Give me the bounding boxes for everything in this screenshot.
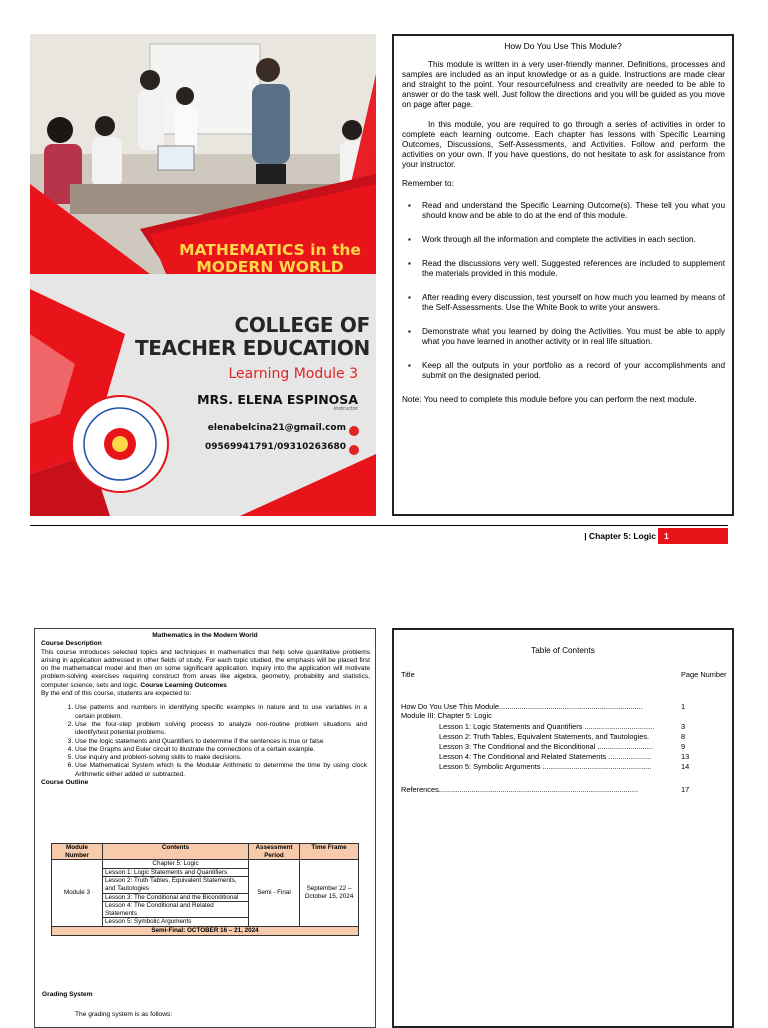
cover-subject-line2: MODERN WORLD bbox=[196, 258, 344, 276]
time-frame-cell: September 22 – October 15, 2024 bbox=[300, 860, 359, 927]
module-number-cell: Module 3 bbox=[52, 860, 103, 927]
cover-phone: 09569941791/09310263680 bbox=[204, 442, 346, 452]
toc-entry-page: 8 bbox=[681, 732, 686, 741]
lesson-cell: Lesson 3: The Conditional and the Biconditional bbox=[103, 893, 249, 902]
remember-list bbox=[394, 201, 732, 381]
toc-entry-page: 14 bbox=[681, 762, 690, 771]
toc-entry-label: Lesson 4: The Conditional and Related Statements ..................... bbox=[439, 752, 652, 761]
learning-outcomes-list bbox=[35, 704, 375, 779]
how-to-use-paragraph-2: In this module, you are required to go through a series of activities in order to complete each learning outcome. Each chapter has lessons with Specific Learning Outcomes, Discussions, Self-Assessments, and Activities. Follow and perform the activities on your own. If you have questions, do not hesitate to ask for assistance from your instructor. bbox=[402, 120, 725, 169]
toc-entry-page: 17 bbox=[681, 785, 690, 794]
list-item: 5. Use inquiry and problem-solving skills to make decisions. bbox=[75, 754, 367, 762]
list-item: 6. Use Mathematical System which is the Modular Arithmetic to determine the time by using clock Arithmetic either added or subtracted. bbox=[75, 762, 367, 779]
list-item: ▪ Read and understand the Specific Learning Outcome(s). These tell you what you should know and be able to do at the end of this module. bbox=[422, 201, 725, 221]
column-header: Module Number bbox=[52, 844, 103, 860]
toc-entry-label: Lesson 2: Truth Tables, Equivalent Statements, and Tautologies. bbox=[439, 732, 650, 741]
email-icon bbox=[349, 426, 359, 436]
list-item: ▪ Work through all the information and complete the activities in each section. bbox=[422, 235, 725, 245]
course-title: Mathematics in the Modern World bbox=[152, 632, 258, 639]
toc-title: Table of Contents bbox=[531, 646, 595, 655]
cover-subject-title bbox=[170, 242, 370, 276]
toc-entry-page: 1 bbox=[681, 702, 686, 711]
learning-outcomes-intro: By the end of this course, students are expected to: bbox=[41, 690, 192, 698]
toc-column-title: Title bbox=[401, 670, 415, 679]
semi-final-schedule-cell: Semi-Final: OCTOBER 16 – 21, 2024 bbox=[52, 926, 359, 935]
toc-entry-label: Lesson 3: The Conditional and the Biconditional ........................... bbox=[439, 742, 653, 751]
module-note: Note: You need to complete this module before you can perform the next module. bbox=[402, 395, 697, 404]
list-item: 3. Use the logic statements and Quantifiers to determine if the sentences is true or false bbox=[75, 738, 367, 746]
lesson-cell: Lesson 1: Logic Statements and Quantifiers bbox=[103, 868, 249, 877]
cover-learning-module: Learning Module 3 bbox=[228, 366, 358, 382]
course-description bbox=[41, 649, 370, 690]
toc-entry-page: 9 bbox=[681, 742, 686, 751]
grading-system-text: The grading system is as follows: bbox=[75, 1011, 173, 1018]
toc-entry-label: Module III: Chapter 5: Logic bbox=[401, 711, 492, 720]
table-row bbox=[52, 926, 359, 935]
column-header: Time Frame bbox=[300, 844, 359, 860]
course-outline-heading: Course Outline bbox=[41, 779, 89, 787]
course-description-heading: Course Description bbox=[41, 640, 102, 648]
toc-entry-label: Lesson 1: Logic Statements and Quantifiers .................................. bbox=[439, 722, 655, 731]
how-to-use-title: How Do You Use This Module? bbox=[504, 41, 622, 51]
footer-divider bbox=[30, 525, 728, 526]
table-of-contents-page bbox=[392, 628, 734, 1028]
toc-entry-label: References................................................................................................. bbox=[401, 785, 638, 794]
cover-college-line1: COLLEGE OF bbox=[234, 313, 370, 337]
list-item: ▪ Demonstrate what you learned by doing the Activities. You must be able to apply what you have learned in another activity or in real life situation. bbox=[422, 327, 725, 347]
list-item: 2. Use the four-step problem solving process to analyze non-routine problem situations and identify/test potential problems. bbox=[75, 721, 367, 738]
phone-icon bbox=[349, 445, 359, 455]
cover-college-line2: TEACHER EDUCATION bbox=[134, 336, 370, 360]
cover-email: elenabelcina21@gmail.com bbox=[207, 423, 346, 433]
chapter-cell: Chapter 5: Logic bbox=[103, 860, 249, 869]
lesson-cell: Lesson 2: Truth Tables, Equivalent Statements, and Tautologies bbox=[103, 877, 249, 893]
table-row bbox=[52, 860, 359, 869]
table-header-row bbox=[52, 844, 359, 860]
learning-outcomes-heading: Course Learning Outcomes bbox=[140, 681, 227, 689]
cover-college-title bbox=[120, 314, 370, 360]
course-info-page bbox=[34, 628, 376, 1028]
footer-chapter-label: | Chapter 5: Logic bbox=[584, 531, 656, 541]
cover-instructor-name: MRS. ELENA ESPINOSA bbox=[197, 392, 358, 407]
toc-entry-label: How Do You Use This Module...................................................................... bbox=[401, 702, 643, 711]
column-header: Contents bbox=[103, 844, 249, 860]
how-to-use-page bbox=[392, 34, 734, 516]
toc-entry-page: 3 bbox=[681, 722, 686, 731]
cover-subject-line1: MATHEMATICS in the bbox=[179, 241, 361, 259]
toc-entry-page: 13 bbox=[681, 752, 690, 761]
assessment-period-cell: Semi - Final bbox=[249, 860, 300, 927]
list-item: ▪ After reading every discussion, test yourself on how much you learned by means of the Self-Assessments. Use the White Book to write your answers. bbox=[422, 293, 725, 313]
lesson-cell: Lesson 5: Symbolic Arguments bbox=[103, 918, 249, 927]
module-cover bbox=[30, 34, 376, 516]
toc-entry-label: Lesson 5: Symbolic Arguments ..................................................... bbox=[439, 762, 652, 771]
list-item: 1. Use patterns and numbers in identifying specific examples in nature and to use variables in a certain problem. bbox=[75, 704, 367, 721]
cover-instructor-role: Instructor bbox=[333, 406, 358, 412]
column-header: Assessment Period bbox=[249, 844, 300, 860]
course-outline-table bbox=[51, 843, 359, 936]
list-item: 4. Use the Graphs and Euler circuit to illustrate the connections of a certain example. bbox=[75, 746, 367, 754]
list-item: ▪ Read the discussions very well. Suggested references are included to supplement the materials provided in this module. bbox=[422, 259, 725, 279]
footer-page-number: 1 bbox=[658, 528, 728, 544]
list-item: ▪ Keep all the outputs in your portfolio as a record of your accomplishments and submit on the designated period. bbox=[422, 361, 725, 381]
lesson-cell: Lesson 4: The Conditional and Related Statements bbox=[103, 902, 249, 918]
toc-column-page: Page Number bbox=[681, 670, 727, 679]
how-to-use-paragraph-1: This module is written in a very user-friendly manner. Definitions, processes and samples are included as an input knowledge or as a guide. Instructions are made clear and straight to the point. Your resourcefulness and creativity are needed to be able to answer or do the task well. Just follow the directions and you will be guided as you move on page after page. bbox=[402, 60, 725, 109]
grading-system-heading: Grading System bbox=[42, 991, 93, 998]
course-description-text: This course introduces selected topics and techniques in mathematics that help solve quantitative problems arising in application addressed in other fields of study. For each topic studied, the emphasis will be placed first on the mathematical model and then on some significant application. Inquiry into the application will motivate problem-solving exercises requiring construct from areas like algebra, geometry, probability and statistics, computer science, sets and logic. bbox=[41, 648, 370, 689]
remember-label: Remember to: bbox=[402, 179, 454, 188]
